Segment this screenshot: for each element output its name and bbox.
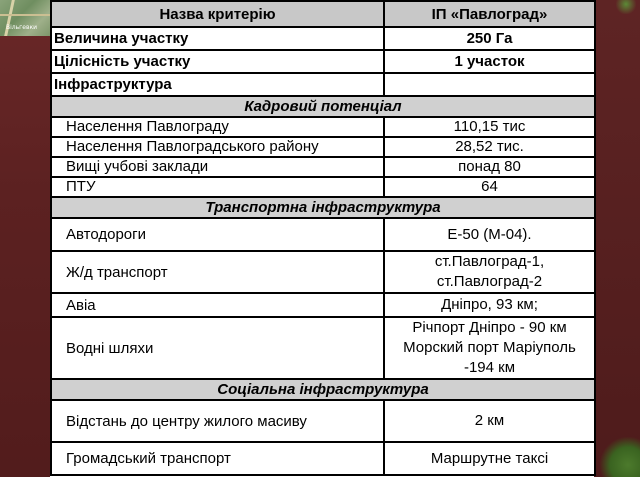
table-row: [51, 27, 595, 50]
row-value: 1 участок: [384, 50, 595, 73]
row-label: Водні шляхи: [51, 317, 384, 379]
header-park: ІП «Павлоград»: [384, 1, 595, 27]
row-label: Авіа: [51, 293, 384, 317]
row-value: Дніпро, 93 км;: [384, 293, 595, 317]
row-label: Відстань до центру жилого масиву: [51, 400, 384, 442]
row-value: 250 Га: [384, 27, 595, 50]
row-label: ПТУ: [51, 177, 384, 197]
row-value: Річпорт Дніпро - 90 км Морский порт Маріуполь -194 км: [384, 317, 595, 379]
map-road: [0, 14, 52, 16]
row-value: 110,15 тис: [384, 117, 595, 137]
section-header-row: [51, 197, 595, 218]
table-row: [51, 117, 595, 137]
table-row: [51, 50, 595, 73]
table-row: [51, 177, 595, 197]
row-label: Населення Павлоградського району: [51, 137, 384, 157]
row-value: 28,52 тис.: [384, 137, 595, 157]
row-label: Громадський транспорт: [51, 442, 384, 475]
row-label: Ж/д транспорт: [51, 251, 384, 293]
row-value: [384, 73, 595, 96]
background-right-panel: [594, 0, 640, 477]
table-row: [51, 218, 595, 251]
section-transport-title: Транспортна інфраструктура: [51, 197, 595, 218]
row-value: ст.Павлоград-1, ст.Павлоград-2: [384, 251, 595, 293]
table-row: [51, 317, 595, 379]
table-row: [51, 293, 595, 317]
row-label: Вищі учбові заклади: [51, 157, 384, 177]
section-header-row: [51, 379, 595, 400]
row-label: Населення Павлограду: [51, 117, 384, 137]
section-header-row: [51, 96, 595, 117]
row-value: понад 80: [384, 157, 595, 177]
criteria-table: [50, 0, 596, 476]
row-value: 2 км: [384, 400, 595, 442]
row-value: 64: [384, 177, 595, 197]
header-criterion: Назва критерію: [51, 1, 384, 27]
row-label: Автодороги: [51, 218, 384, 251]
table-row: [51, 442, 595, 475]
section-personnel-title: Кадровий потенціал: [51, 96, 595, 117]
table-row: [51, 137, 595, 157]
background-left-panel: [0, 0, 52, 477]
table-header-row: [51, 1, 595, 27]
criteria-sheet: [50, 0, 594, 477]
leaf-decoration: [616, 0, 636, 14]
row-value: Е-50 (М-04).: [384, 218, 595, 251]
table-row: [51, 157, 595, 177]
row-label: Цілісність участку: [51, 50, 384, 73]
row-label: Інфраструктура: [51, 73, 384, 96]
map-thumbnail: [0, 0, 52, 36]
map-label: Вільгевки: [6, 24, 38, 31]
leaf-decoration: [600, 437, 640, 477]
section-social-title: Соціальна інфраструктура: [51, 379, 595, 400]
row-value: Маршрутне таксі: [384, 442, 595, 475]
table-row: [51, 400, 595, 442]
table-row: [51, 73, 595, 96]
row-label: Величина участку: [51, 27, 384, 50]
table-row: [51, 251, 595, 293]
